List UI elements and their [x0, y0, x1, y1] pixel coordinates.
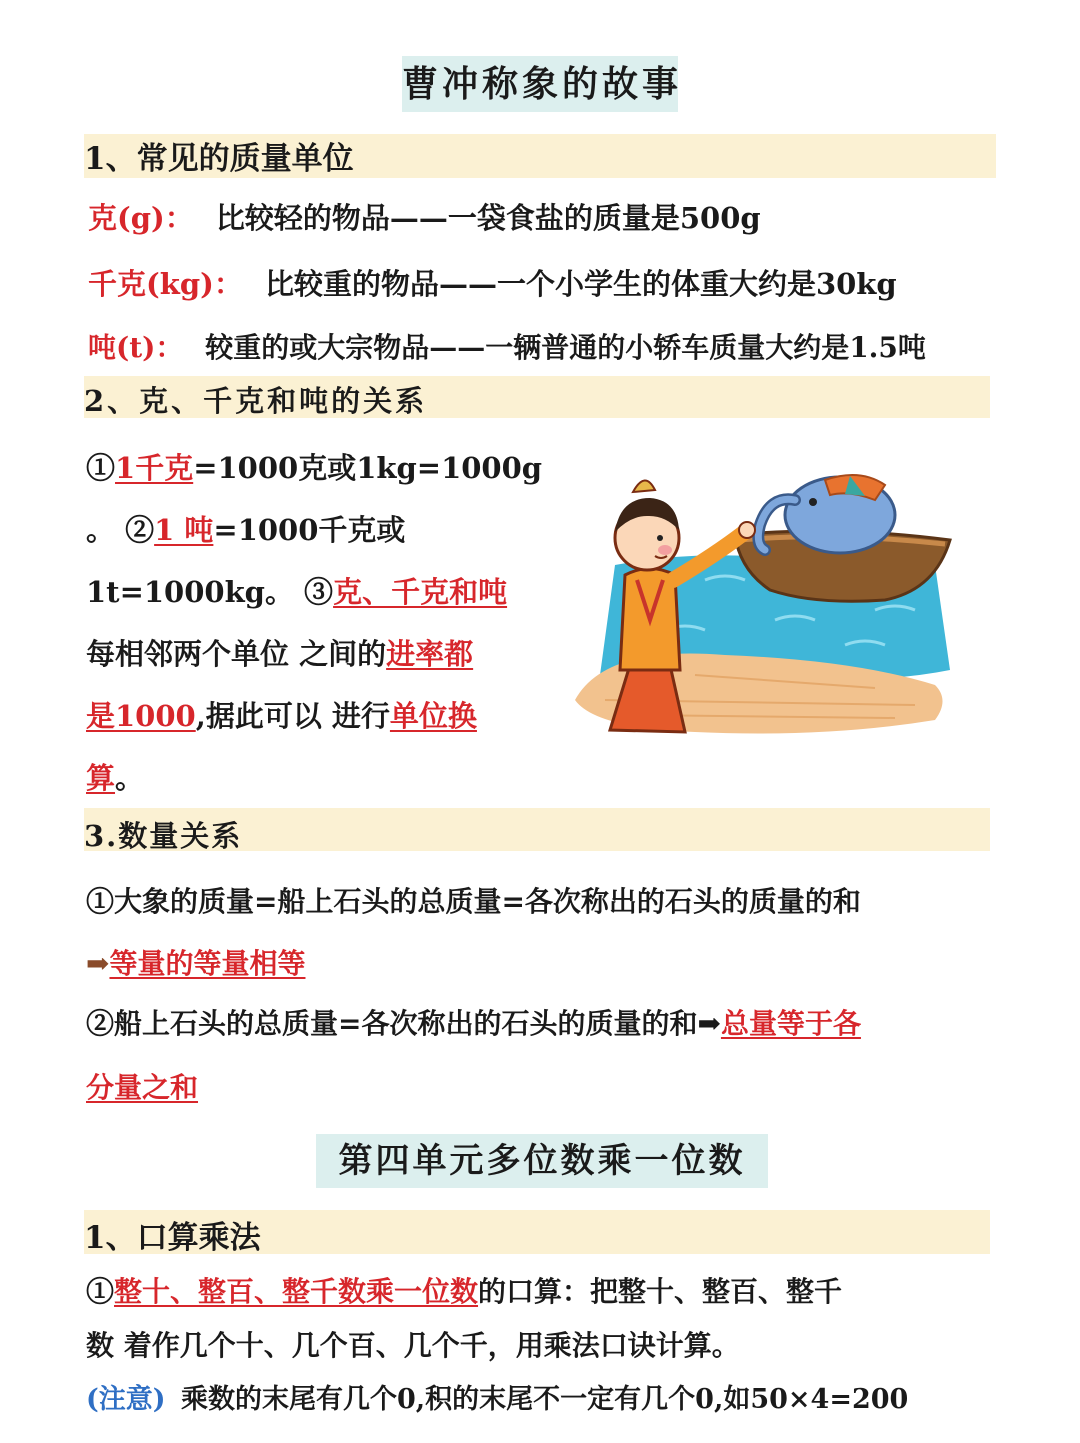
unit-label: 千克(kg)： [88, 267, 243, 301]
unit-label: 克(g)： [88, 201, 194, 235]
text: ,据此可以 进行 [195, 699, 390, 733]
quantity-line-1 [86, 882, 861, 922]
text: 数 着作几个十、几个百、几个千，用乘法口诀计算。 [86, 1329, 740, 1362]
note-line [86, 1380, 908, 1420]
highlight: 1千克 [115, 451, 194, 485]
highlight: 是1000 [86, 699, 196, 733]
section-heading-oral-multiplication [84, 1210, 990, 1254]
oral-line-1 [86, 1272, 842, 1312]
text: 。 [115, 761, 145, 795]
section-heading-text: 1、常见的质量单位 [84, 141, 354, 177]
section-heading-text: 2、克、千克和吨的关系 [84, 384, 428, 418]
highlight: 1 吨 [154, 513, 214, 547]
highlight: 分量之和 [86, 1071, 199, 1104]
text: ①大象的质量=船上石头的总质量=各次称出的石头的质量的和 [86, 885, 861, 918]
marker: 。 ② [86, 513, 155, 547]
relations-line-2 [86, 499, 556, 561]
text: ②船上石头的总质量=各次称出的石头的质量的和➡ [86, 1007, 721, 1040]
highlight: 整十、整百、整千数乘一位数 [114, 1275, 479, 1308]
page-title: 曹冲称象的故事 [402, 56, 678, 112]
relations-line-3 [86, 561, 556, 623]
text: =1000千克或 [213, 513, 406, 547]
relations-line-6 [86, 747, 556, 809]
section-heading-text: 3.数量关系 [84, 819, 243, 853]
text: =1000克或1kg=1000g [193, 451, 543, 485]
unit-desc: 比较轻的物品——一袋食盐的质量是500g [215, 201, 761, 235]
text: 每相邻两个单位 之间的 [86, 637, 387, 671]
note-label: (注意) [86, 1384, 166, 1415]
highlight: 单位换 [389, 699, 477, 733]
unit-label: 吨(t)： [88, 331, 184, 364]
unit-desc: 比较重的物品——一个小学生的体重大约是30kg [264, 267, 897, 301]
section-heading-relations [84, 376, 990, 418]
relations-paragraph [86, 437, 556, 809]
highlight: 进率都 [386, 637, 474, 671]
relations-line-1 [86, 437, 556, 499]
oral-line-2 [86, 1326, 740, 1366]
unit-line-gram [88, 198, 761, 238]
note-text: 乘数的末尾有几个0,积的末尾不一定有几个0,如50×4=200 [180, 1384, 909, 1415]
highlight: 等量的等量相等 [109, 947, 306, 980]
quantity-line-2 [86, 944, 305, 984]
section-heading-text: 1、口算乘法 [84, 1220, 261, 1256]
marker: ① [86, 1275, 115, 1308]
unit-desc: 较重的或大宗物品——一辆普通的小轿车质量大约是1.5吨 [205, 331, 926, 364]
unit-line-kilogram [88, 264, 897, 304]
relations-line-4 [86, 623, 556, 685]
quantity-line-4 [86, 1068, 198, 1108]
highlight: 总量等于各 [720, 1007, 861, 1040]
highlight: 算 [86, 761, 116, 795]
quantity-line-3 [86, 1004, 861, 1044]
relations-line-5 [86, 685, 556, 747]
section-heading-quantity [84, 808, 990, 851]
unit-title: 第四单元多位数乘一位数 [316, 1134, 768, 1188]
section-heading-units [84, 134, 996, 178]
text: 1t=1000kg。 ③ [86, 575, 334, 609]
cao-chong-elephant-illustration [575, 470, 955, 740]
text: 的口算：把整十、整百、整千 [478, 1275, 843, 1308]
marker: ① [86, 451, 116, 485]
arrow-icon: ➡ [86, 947, 110, 980]
highlight: 克、千克和吨 [333, 575, 508, 609]
unit-line-ton [88, 328, 926, 368]
